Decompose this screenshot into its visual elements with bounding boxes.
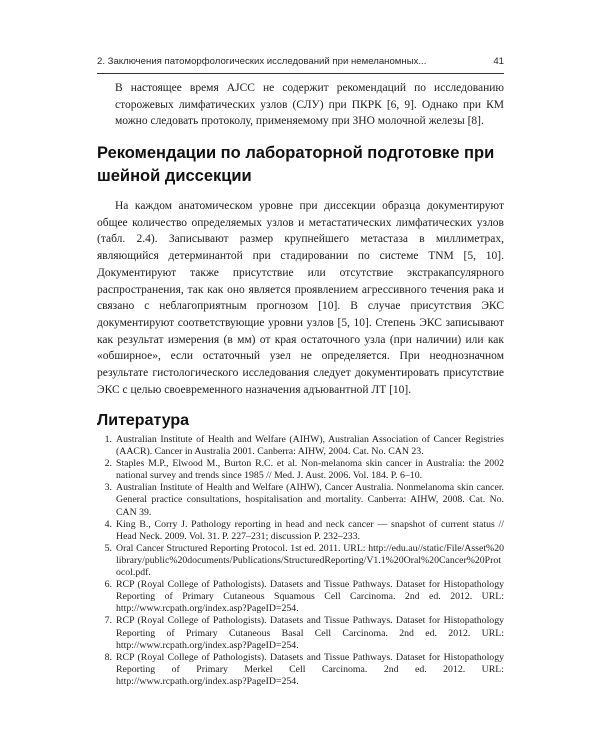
reference-item bbox=[97, 615, 504, 651]
section-title: Рекомендации по лабораторной подготовке при шейной диссекции bbox=[97, 144, 495, 185]
reference-number: 2. bbox=[104, 458, 112, 470]
header-divider bbox=[97, 73, 504, 74]
reference-text: Staples M.P., Elwood M., Burton R.C. et al. Non-melanoma skin cancer in Australia: the 2002 national survey and trends since 1985 // Med. J. Aust. 2006. Vol. 184. P. 6–10. bbox=[116, 458, 504, 482]
intro-paragraph: В настоящее время AJCC не содержит рекомендаций по исследованию сторожевых лимфатических узлов (СЛУ) при ПКРК [6, 9]. Однако при КМ можно следовать протоколу, применяемому при ЗНО молочной железы [8]. bbox=[115, 82, 504, 128]
reference-number: 3. bbox=[104, 482, 112, 494]
running-head bbox=[97, 56, 504, 67]
reference-text: Australian Institute of Health and Welfare (AIHW), Australian Association of Cancer Registries (AACR). Cancer in Australia 2001. Canberra: AIHW, 2004. Cat. No. CAN 23. bbox=[116, 434, 504, 458]
reference-text: RCP (Royal College of Pathologists). Datasets and Tissue Pathways. Dataset for Histopathology Reporting of Primary Cutaneous Squamous Cell Carcinoma. 2nd ed. 2012. URL: http://www.rcpath.org/index.asp?PageID=254. bbox=[116, 579, 504, 615]
reference-item bbox=[97, 482, 504, 518]
reference-number: 6. bbox=[104, 579, 112, 591]
reference-item bbox=[97, 519, 504, 543]
reference-item bbox=[97, 458, 504, 482]
references-list bbox=[97, 434, 504, 688]
reference-text: RCP (Royal College of Pathologists). Datasets and Tissue Pathways. Dataset for Histopathology Reporting of Primary Cutaneous Basal Cell Carcinoma. 2nd ed. 2012. URL: http://www.rcpath.org/index.asp?PageID=254. bbox=[116, 615, 504, 651]
reference-number: 5. bbox=[104, 542, 112, 554]
reference-number: 4. bbox=[104, 518, 112, 530]
reference-text: Oral Cancer Structured Reporting Protocol. 1st ed. 2011. URL: http://edu.au//static/File/Asset%20library/public%20documents/Publications/StructuredReporting/V1.1%20Oral%20Cancer%20Protocol.pdf. bbox=[116, 542, 504, 579]
references-title: Литература bbox=[97, 412, 190, 429]
page-number: 41 bbox=[493, 56, 504, 67]
reference-item bbox=[97, 579, 504, 615]
reference-text: Australian Institute of Health and Welfare (AIHW), Cancer Australia. Nonmelanoma skin cancer. General practice consultations, hospitalisation and mortality. Canberra: AIHW, 2008. Cat. No. CAN 39. bbox=[116, 482, 504, 518]
reference-item bbox=[97, 543, 504, 579]
reference-number: 8. bbox=[104, 651, 112, 663]
reference-item bbox=[97, 434, 504, 458]
reference-item bbox=[97, 652, 504, 688]
running-head-title: 2. Заключения патоморфологических исследований при немеланомных... bbox=[97, 56, 427, 67]
reference-number: 7. bbox=[104, 615, 112, 627]
reference-number: 1. bbox=[104, 434, 112, 445]
section-paragraph: На каждом анатомическом уровне при диссекции образца документируют общее количество определяемых узлов и метастатических лимфатических узлов (табл. 2.4). Записывают размер крупнейшего метастаза в миллиметрах, являющийся детерминантой при стадировании по системе TNM [5, 10]. Документируют также присутствие или отсутствие экстракапсулярного распространения, так как оно является проявлением агрессивного течения рака и связано с неблагоприятным прогнозом [10]. В случае присутствия ЭКС документируют соответствующие уровни узлов [5, 10]. Степень ЭКС записывают как результат измерения (в мм) от края остаточного узла (при наличии) или как «обширное», если остаточный узел не определяется. При неоднозначном результате гистологического исследования следует документировать присутствие ЭКС с целью своевременного назначения адъювантной ЛТ [10]. bbox=[97, 200, 504, 396]
reference-text: RCP (Royal College of Pathologists). Datasets and Tissue Pathways. Dataset for Histopathology Reporting of Primary Merkel Cell Carcinoma. 2nd ed. 2012. URL: http://www.rcpath.org/index.asp?PageID=254. bbox=[116, 651, 504, 687]
reference-text: King B., Corry J. Pathology reporting in head and neck cancer — snapshot of current status // Head Neck. 2009. Vol. 31. P. 227–231; discussion P. 232–233. bbox=[116, 518, 504, 542]
